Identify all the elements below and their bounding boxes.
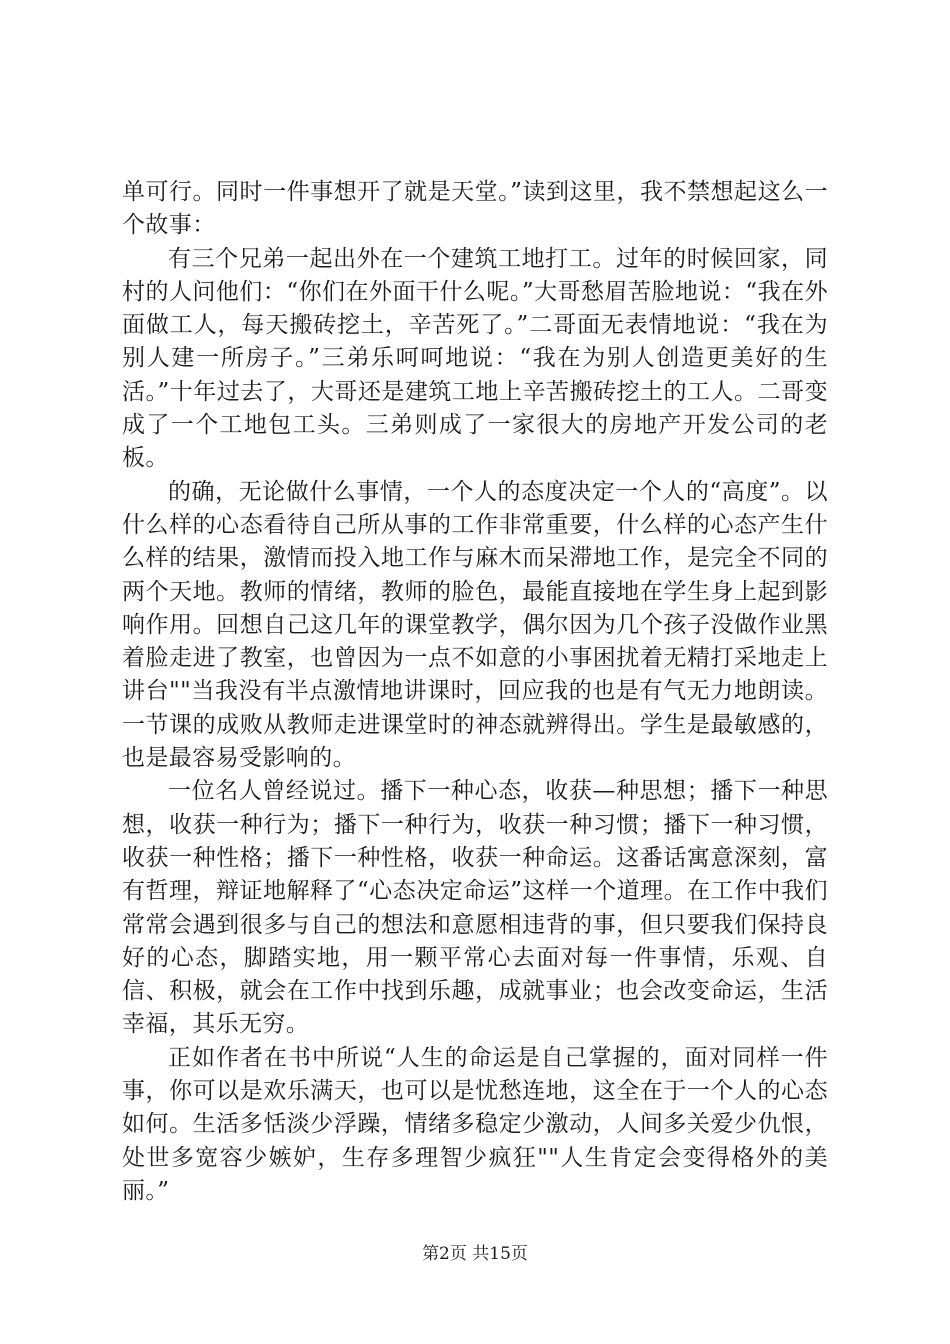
page-number-label: 第2页 共15页 [422,1244,528,1264]
paragraph-5: 正如作者在书中所说“人生的命运是自己掌握的，面对同样一件事，你可以是欢乐满天，也可以是忧愁连地，这全在于一个人的心态如何。生活多恬淡少浮躁，情绪多稳定少激动，人间多关爱少仇恨，处世多宽容少嫉妒，生存多理智少疯狂""人生肯定会变得格外的美丽。” [122,1044,828,1204]
document-body [122,176,828,1208]
paragraph-1: 单可行。同时一件事想开了就是天堂。”读到这里，我不禁想起这么一个故事： [122,179,828,239]
page-footer [0,1239,950,1264]
paragraph-2: 有三个兄弟一起出外在一个建筑工地打工。过年的时候回家，同村的人问他们：“你们在外面干什么呢。”大哥愁眉苦脸地说：“我在外面做工人，每天搬砖挖土，辛苦死了。”二哥面无表情地说：“我在为别人建一所房子。”三弟乐呵呵地说：“我在为别人创造更美好的生活。”十年过去了，大哥还是建筑工地上辛苦搬砖挖土的工人。二哥变成了一个工地包工头。三弟则成了一家很大的房地产开发公司的老板。 [122,245,828,472]
paragraph-3: 的确，无论做什么事情，一个人的态度决定一个人的“高度”。以什么样的心态看待自己所从事的工作非常重要，什么样的心态产生什么样的结果，激情而投入地工作与麻木而呆滞地工作，是完全不同的两个天地。教师的情绪，教师的脸色，最能直接地在学生身上起到影响作用。回想自己这几年的课堂教学，偶尔因为几个孩子没做作业黑着脸走进了教室，也曾因为一点不如意的小事困扰着无精打采地走上讲台""当我没有半点激情地讲课时，回应我的也是有气无力地朗读。一节课的成败从教师走进课堂时的神态就辨得出。学生是最敏感的，也是最容易受影响的。 [122,478,828,772]
paragraph-4: 一位名人曾经说过。播下一种心态，收获—种思想；播下一种思想，收获一种行为；播下一种行为，收获一种习惯；播下一种习惯，收获一种性格；播下一种性格，收获一种命运。这番话寓意深刻，富有哲理，辩证地解释了“心态决定命运”这样一个道理。在工作中我们常常会遇到很多与自己的想法和意愿相违背的事，但只要我们保持良好的心态，脚踏实地，用一颗平常心去面对每一件事情，乐观、自信、积极，就会在工作中找到乐趣，成就事业；也会改变命运，生活幸福，其乐无穷。 [122,778,828,1038]
